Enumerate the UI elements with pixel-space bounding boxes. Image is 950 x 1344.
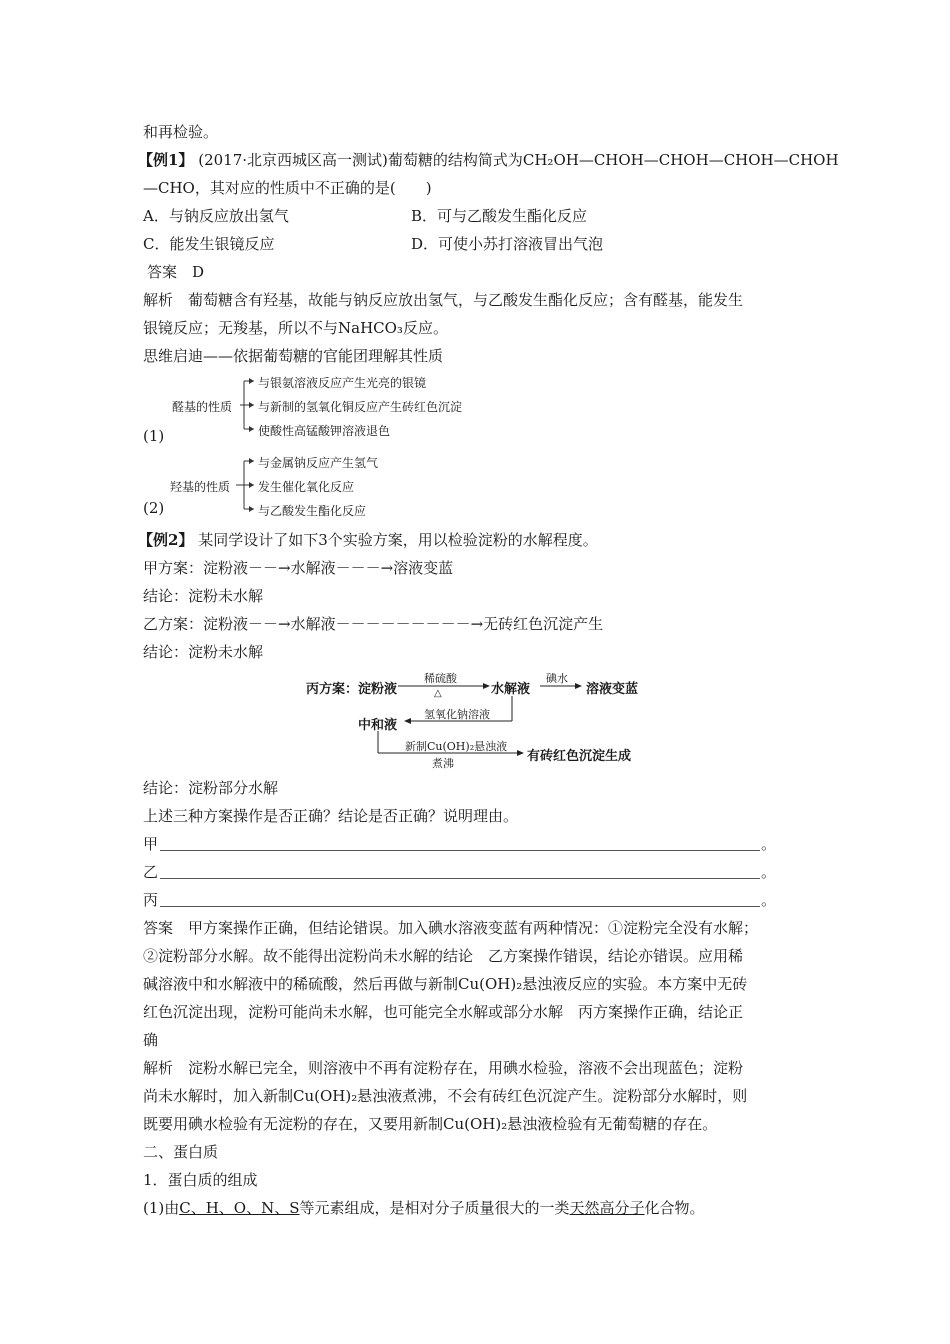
subsection-heading: 1．蛋白质的组成 — [143, 1171, 258, 1189]
plan-c-reagent1: 稀硫酸 — [424, 672, 457, 685]
aldehyde-label: 醛基的性质 — [172, 400, 233, 414]
conclusion-b: 结论：淀粉未水解 — [143, 643, 264, 661]
hydroxyl-num: (2) — [143, 499, 165, 517]
plan-c-label: 丙方案：淀粉液 — [306, 682, 398, 697]
example1-analysis-line1: 解析 葡萄糖含有羟基，故能与钠反应放出氢气，与乙酸发生酯化反应；含有醛基，能发生 — [143, 291, 744, 309]
blank-end-c: 。 — [761, 891, 777, 909]
hydroxyl-item-1: 与金属钠反应产生氢气 — [258, 456, 379, 470]
analysis-line-1: 解析 淀粉水解已完全，则溶液中不再有淀粉存在，用碘水检验，溶液不会出现蓝色；淀粉 — [143, 1059, 744, 1077]
analysis-line-3: 既要用碘水检验有无淀粉的存在，又要用新制Cu(OH)₂悬浊液检验有无葡萄糖的存在。 — [143, 1115, 718, 1133]
plan-c-cond4: 煮沸 — [432, 757, 454, 770]
question: 上述三种方案操作是否正确？结论是否正确？说明理由。 — [143, 807, 519, 825]
option-c: C．能发生银镜反应 — [143, 235, 275, 253]
answer-line-4: 红色沉淀出现，淀粉可能尚未水解，也可能完全水解或部分水解 丙方案操作正确，结论正 — [143, 1003, 744, 1021]
blank-label-c: 丙 — [143, 891, 159, 909]
protein-composition-line — [143, 1198, 705, 1218]
plan-c-reagent4: 新制Cu(OH)₂悬浊液 — [405, 740, 508, 753]
hydroxyl-item-2: 发生催化氧化反应 — [258, 480, 355, 494]
example2-tag: 【例2】 — [138, 531, 194, 549]
p1-mid: 等元素组成，是相对分子质量很大的一类 — [299, 1199, 570, 1217]
example1-tag: 【例1】 — [138, 151, 194, 169]
plan-c-result1: 溶液变蓝 — [586, 682, 639, 697]
answer-line-2: ②淀粉部分水解。故不能得出淀粉尚未水解的结论 乙方案操作错误，结论亦错误。应用稀 — [143, 947, 744, 965]
analysis-line-2: 尚未水解时，加入新制Cu(OH)₂悬浊液煮沸，不会有砖红色沉淀产生。淀粉部分水解时，则 — [143, 1087, 748, 1105]
plan-b: 乙方案：淀粉液－－→水解液－－－－－－－－－→无砖红色沉淀产生 — [143, 615, 604, 633]
plan-c-result2: 有砖红色沉淀生成 — [527, 749, 632, 764]
plan-c-neutral: 中和液 — [358, 718, 398, 733]
intro-tail: 和再检验。 — [143, 123, 219, 141]
aldehyde-item-1: 与银氨溶液反应产生光亮的银镜 — [258, 376, 427, 390]
example2-stem: 某同学设计了如下3个实验方案，用以检验淀粉的水解程度。 — [198, 531, 598, 549]
example1-stem-line2: —CHO，其对应的性质中不正确的是( ) — [143, 179, 432, 197]
option-a: A．与钠反应放出氢气 — [143, 207, 289, 225]
plan-c-reagent2: 碘水 — [546, 672, 568, 685]
p1-pre: (1)由 — [143, 1199, 180, 1217]
example2-stem-line — [138, 530, 598, 550]
plan-c-reagent3: 氢氧化钠溶液 — [424, 708, 490, 721]
hydroxyl-item-3: 与乙酸发生酯化反应 — [258, 504, 367, 518]
plan-a: 甲方案：淀粉液－－→水解液－－－→溶液变蓝 — [143, 559, 454, 577]
blank-label-a: 甲 — [143, 835, 159, 853]
aldehyde-num: (1) — [143, 427, 165, 445]
aldehyde-item-3: 使酸性高锰酸钾溶液退色 — [258, 424, 391, 438]
blank-line-b[interactable] — [160, 878, 760, 879]
section-heading: 二、蛋白质 — [143, 1143, 219, 1161]
aldehyde-item-2: 与新制的氢氧化铜反应产生砖红色沉淀 — [258, 400, 463, 414]
option-b: B．可与乙酸发生酯化反应 — [411, 207, 588, 225]
example1-answer: 答案 D — [147, 263, 205, 281]
blank-line-c[interactable] — [160, 906, 760, 907]
blank-end-a: 。 — [761, 835, 777, 853]
p1-natural-polymer: 天然高分子 — [569, 1199, 645, 1217]
p1-post: 化合物。 — [644, 1199, 705, 1217]
answer-line-5: 确 — [143, 1031, 159, 1049]
blank-label-b: 乙 — [143, 863, 159, 881]
example1-stem-line1 — [138, 150, 839, 170]
answer-line-1: 答案 甲方案操作正确，但结论错误。加入碘水溶液变蓝有两种情况：①淀粉完全没有水解； — [143, 919, 759, 937]
example1-analysis-line2: 银镜反应；无羧基，所以不与NaHCO₃反应。 — [143, 319, 448, 337]
example1-stem: (2017·北京西城区高一测试)葡萄糖的结构简式为CH₂OH—CHOH—CHOH—CHOH—CHOH — [198, 151, 839, 169]
conclusion-a: 结论：淀粉未水解 — [143, 587, 264, 605]
plan-c-cond1: △ — [434, 688, 442, 699]
p1-elements: C、H、O、N、S — [179, 1199, 300, 1217]
blank-line-a[interactable] — [160, 850, 760, 851]
plan-c-hydrolysate: 水解液 — [491, 682, 531, 697]
thinking-heading: 思维启迪——依据葡萄糖的官能团理解其性质 — [143, 347, 444, 365]
blank-end-b: 。 — [761, 863, 777, 881]
hydroxyl-label: 羟基的性质 — [170, 480, 231, 494]
option-d: D．可使小苏打溶液冒出气泡 — [411, 235, 604, 253]
conclusion-c: 结论：淀粉部分水解 — [143, 779, 279, 797]
answer-line-3: 碱溶液中和水解液中的稀硫酸，然后再做与新制Cu(OH)₂悬浊液反应的实验。本方案中无砖 — [143, 975, 748, 993]
